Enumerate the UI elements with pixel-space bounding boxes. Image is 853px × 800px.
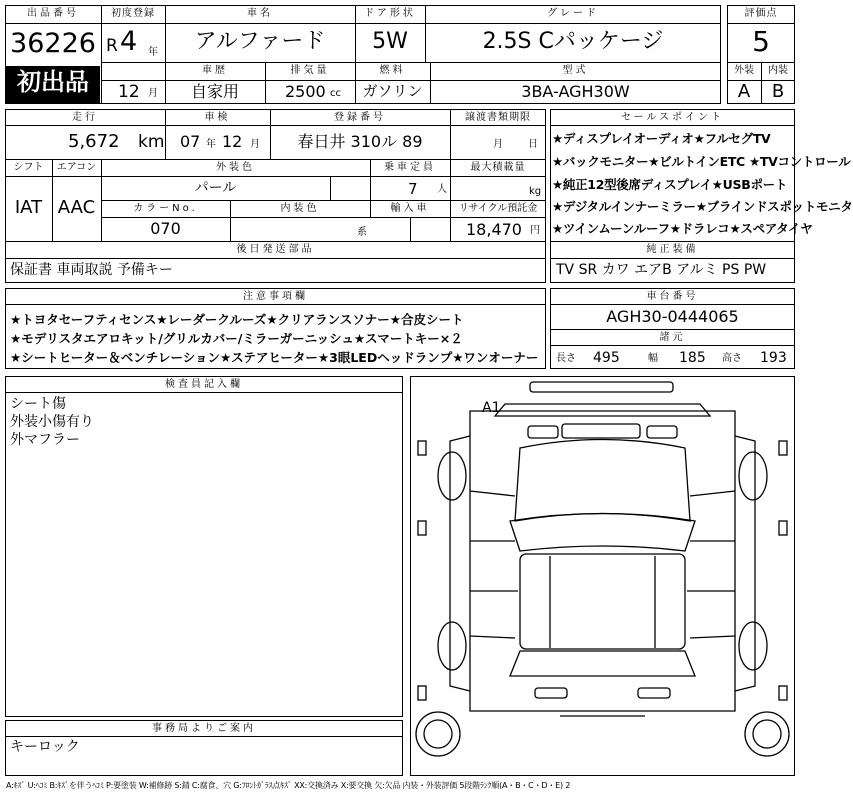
inspection-month-unit: 月 bbox=[250, 139, 260, 150]
height-label: 高さ bbox=[722, 353, 742, 364]
height-value: 193 bbox=[760, 350, 787, 366]
recycle-label: リサイクル預託金 bbox=[458, 203, 538, 214]
sales-point-item: ★純正12型後席ディスプレイ★USBポート bbox=[552, 177, 788, 192]
transfer-month-unit: 月 bbox=[493, 139, 503, 150]
int-color-unit: 系 bbox=[357, 227, 367, 238]
history-label: 車歴 bbox=[202, 65, 228, 76]
inspector-note: 外マフラー bbox=[10, 432, 80, 448]
length-value: 495 bbox=[593, 350, 620, 366]
car-name-label: 車名 bbox=[247, 8, 273, 19]
shift-label: シフト bbox=[13, 162, 44, 173]
damage-legend: A:ｷｽﾞ U:ﾍｺﾐ B:ｷｽﾞを伴うﾍｺﾐ P:要塗装 W:補修跡 S:錆 C:腐食、穴 G:ﾌﾛﾝﾄｶﾞﾗｽ点ｷｽﾞ XX:交換済み X:要交換 欠:欠品 内装・外装評価 5段階ﾗﾝｸ順(A・B・C・D・E) 2 bbox=[6, 781, 571, 790]
sales-point-item: ★ツインムーンルーフ★ドラレコ★スペアタイヤ bbox=[552, 221, 813, 236]
capacity-label: 乗車定員 bbox=[384, 162, 436, 173]
caution-label: 注意事項欄 bbox=[243, 291, 308, 302]
evaluation-label: 評価点 bbox=[744, 8, 778, 19]
inspector-note: 外装小傷有り bbox=[10, 414, 94, 430]
color-no-label: カラーNo. bbox=[133, 203, 198, 214]
registration-label: 初度登録 bbox=[111, 8, 155, 19]
sales-point-item: ★ディスプレイオーディオ★フルセグTV bbox=[552, 131, 771, 146]
max-load-label: 最大積載量 bbox=[470, 162, 526, 173]
caution-line: ★シートヒーター＆ベンチレーション★ステアヒーター★3眼LEDヘッドランプ★ワンオーナー bbox=[10, 350, 539, 365]
recycle-amount: 18,470 bbox=[466, 220, 522, 239]
plate-label: 登録番号 bbox=[334, 112, 386, 123]
color-no: 070 bbox=[150, 219, 181, 238]
later-parts: 保証書 車両取説 予備キー bbox=[10, 262, 173, 278]
sales-point-item: ★バックモニター★ビルトインETC ★TVコントロール bbox=[552, 154, 851, 169]
width-value: 185 bbox=[679, 350, 706, 366]
ext-color: パール bbox=[194, 180, 237, 196]
later-parts-label: 後日発送部品 bbox=[236, 244, 315, 255]
interior-label: 内装 bbox=[768, 65, 788, 76]
displacement-label: 排気量 bbox=[290, 65, 330, 76]
recycle-unit: 円 bbox=[530, 225, 540, 236]
history: 自家用 bbox=[190, 82, 239, 101]
int-color-label: 内装色 bbox=[280, 203, 320, 214]
damage-mark: A1 bbox=[482, 400, 501, 416]
door-type: 5W bbox=[372, 29, 408, 54]
lot-number: 36226 bbox=[10, 28, 96, 59]
car-diagram bbox=[410, 376, 795, 776]
caution-line: ★トヨタセーフティセンス★レーダークルーズ★クリアランスソナー★合皮シート bbox=[10, 312, 464, 327]
width-label: 幅 bbox=[648, 353, 658, 364]
aircon-type: AAC bbox=[57, 197, 96, 218]
interior-grade: B bbox=[771, 81, 785, 102]
evaluation-score: 5 bbox=[752, 25, 770, 58]
office-label: 事務局よりご案内 bbox=[152, 723, 256, 734]
inspection-year: 07 bbox=[180, 132, 201, 151]
import-label: 輸入車 bbox=[390, 203, 430, 214]
office-note: キーロック bbox=[10, 739, 80, 755]
exterior-grade: A bbox=[737, 81, 751, 102]
first-listing-label: 初出品 bbox=[17, 68, 89, 96]
transfer-day-unit: 日 bbox=[528, 139, 538, 150]
model-label: 型式 bbox=[562, 65, 589, 76]
chassis-number: AGH30-0444065 bbox=[606, 307, 739, 326]
fuel-label: 燃料 bbox=[379, 65, 406, 76]
fuel: ガソリン bbox=[362, 82, 423, 100]
max-load-unit: kg bbox=[529, 186, 542, 197]
registration-era: R bbox=[106, 36, 118, 56]
sales-points-label: セールスポイント bbox=[620, 112, 725, 123]
ext-color-label: 外装色 bbox=[216, 162, 255, 173]
inspection-label: 車検 bbox=[204, 112, 231, 123]
plate-number: 春日井 310ル 89 bbox=[297, 132, 423, 151]
aircon-label: エアコン bbox=[56, 162, 97, 173]
grade: 2.5S Cパッケージ bbox=[482, 29, 664, 54]
transfer-label: 譲渡書類期限 bbox=[465, 112, 531, 123]
door-label: ドア形状 bbox=[364, 8, 416, 19]
capacity-unit: 人 bbox=[437, 184, 447, 195]
shift-type: IAT bbox=[14, 197, 43, 218]
displacement-unit: cc bbox=[330, 88, 341, 99]
grade-label: グレード bbox=[547, 8, 599, 19]
registration-year-unit: 年 bbox=[148, 47, 158, 58]
capacity: 7 bbox=[408, 180, 418, 198]
mileage-label: 走行 bbox=[72, 112, 98, 123]
dimensions-label: 諸元 bbox=[659, 332, 686, 343]
equipment: TV SR カワ エアB アルミ PS PW bbox=[556, 262, 767, 278]
mileage: 5,672 bbox=[68, 131, 120, 152]
inspection-month: 12 bbox=[222, 132, 243, 151]
registration-year: 4 bbox=[120, 26, 138, 57]
car-name: アルファード bbox=[194, 29, 326, 54]
inspector-label: 検査員記入欄 bbox=[165, 379, 243, 390]
exterior-label: 外装 bbox=[734, 65, 754, 76]
registration-month-unit: 月 bbox=[148, 88, 158, 99]
model: 3BA-AGH30W bbox=[521, 82, 630, 101]
displacement: 2500 bbox=[285, 82, 326, 101]
inspection-year-unit: 年 bbox=[206, 139, 216, 150]
sales-point-item: ★デジタルインナーミラー★ブラインドスポットモニタ bbox=[552, 199, 853, 214]
inspector-note: シート傷 bbox=[10, 396, 66, 412]
caution-line: ★モデリスタエアロキット/グリルカバー/ミラーガーニッシュ★スマートキー×２ bbox=[10, 331, 463, 346]
equipment-label: 純正装備 bbox=[646, 244, 699, 255]
length-label: 長さ bbox=[556, 353, 576, 364]
lot-number-label: 出品番号 bbox=[27, 8, 79, 19]
mileage-unit: km bbox=[138, 132, 165, 152]
registration-month: 12 bbox=[118, 82, 140, 102]
chassis-label: 車台番号 bbox=[646, 291, 699, 302]
